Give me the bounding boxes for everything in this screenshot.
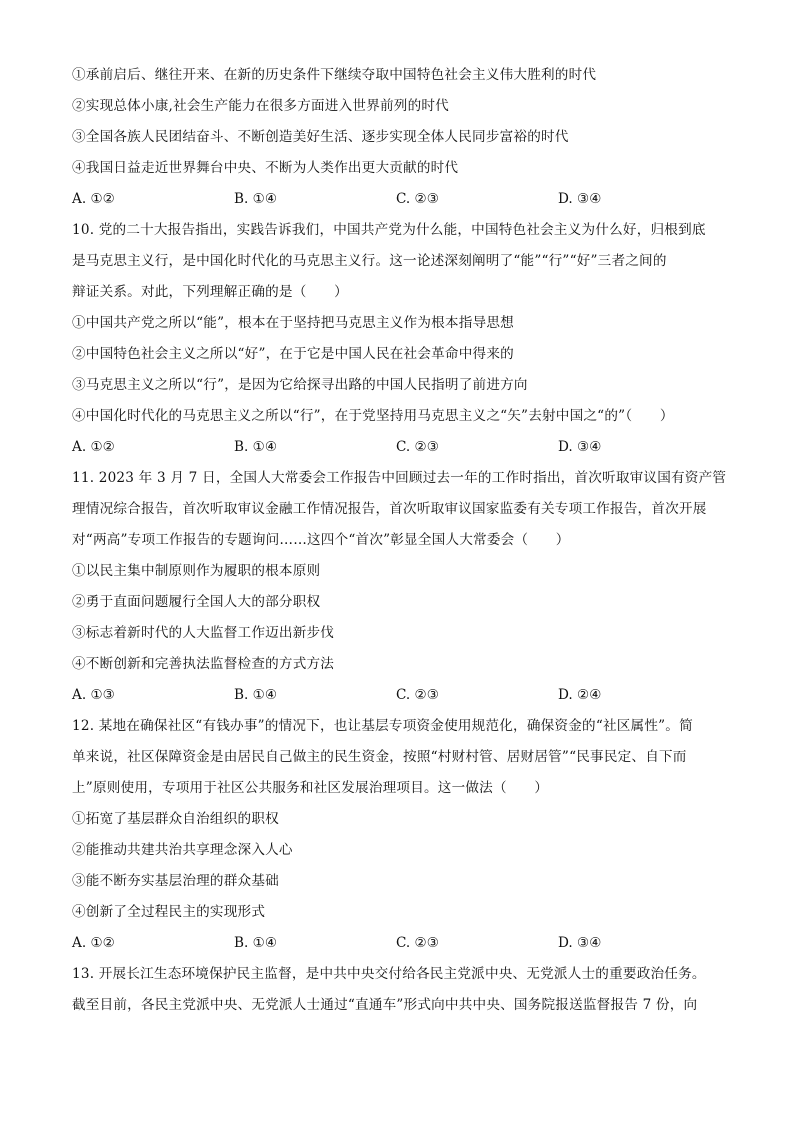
q12-options <box>72 928 732 959</box>
q10-option-a: A. ①② <box>72 439 115 455</box>
q10-item-1: ①中国共产党之所以“能”，根本在于坚持把马克思主义作为根本指导思想 <box>72 315 514 331</box>
q11-item-1: ①以民主集中制原则作为履职的根本原则 <box>72 563 321 579</box>
q13-stem-line-1: 13. 开展长江生态环境保护民主监督，是中共中央交付给各民主党派中央、无党派人士的重要政治任务。 <box>72 966 706 982</box>
q12-option-b: B. ①④ <box>234 935 278 951</box>
q11-option-b: B. ①④ <box>234 687 278 703</box>
q11-item-2: ②勇于直面问题履行全国人大的部分职权 <box>72 594 321 610</box>
q9-item-1: ①承前启后、继往开来、在新的历史条件下继续夺取中国特色社会主义伟大胜利的时代 <box>72 67 597 83</box>
q11-option-d: D. ②④ <box>558 687 602 703</box>
q10-item-2: ②中国特色社会主义之所以“好”，在于它是中国人民在社会革命中得来的 <box>72 346 514 362</box>
q10-option-b: B. ①④ <box>234 439 278 455</box>
q11-item-3: ③标志着新时代的人大监督工作迈出新步伐 <box>72 625 335 641</box>
q12-item-4: ④创新了全过程民主的实现形式 <box>72 904 266 920</box>
q11-item-4: ④不断创新和完善执法监督检查的方式方法 <box>72 656 335 672</box>
q11-stem-line-1: 11. 2023 年 3 月 7 日，全国人大常委会工作报告中回顾过去一年的工作时指出，首次听取审议国有资产管 <box>72 470 727 486</box>
question-11 <box>72 463 732 711</box>
q10-options <box>72 432 732 463</box>
q9-option-b: B. ①④ <box>234 191 278 207</box>
question-9-items <box>72 60 732 215</box>
q10-option-d: D. ③④ <box>558 439 602 455</box>
q11-option-a: A. ①③ <box>72 687 115 703</box>
q11-stem-line-3: 对“两高”专项工作报告的专题询问……这四个“首次”彰显全国人大常委会（ ） <box>72 532 570 548</box>
q10-option-c: C. ②③ <box>396 439 439 455</box>
q10-item-4: ④中国化时代化的马克思主义之所以“行”，在于党坚持用马克思主义之“矢”去射中国之“的”（ ） <box>72 408 674 424</box>
question-13 <box>72 959 732 1021</box>
q12-stem-line-1: 12. 某地在确保社区“有钱办事”的情况下，也让基层专项资金使用规范化，确保资金的“社区属性”。简 <box>72 718 693 734</box>
q10-stem-line-1: 10. 党的二十大报告指出，实践告诉我们，中国共产党为什么能，中国特色社会主义为什么好，归根到底 <box>72 222 706 238</box>
q12-item-1: ①拓宽了基层群众自治组织的职权 <box>72 811 279 827</box>
q12-stem-line-3: 上”原则使用，专项用于社区公共服务和社区发展治理项目。这一做法（ ） <box>72 780 549 796</box>
q12-stem-line-2: 单来说，社区保障资金是由居民自己做主的民生资金，按照“村财村管、居财居管”“民事民定、自下而 <box>72 749 687 765</box>
q9-item-3: ③全国各族人民团结奋斗、不断创造美好生活、逐步实现全体人民同步富裕的时代 <box>72 129 569 145</box>
q10-stem-line-2: 是马克思主义行，是中国化时代化的马克思主义行。这一论述深刻阐明了“能”“行”“好”三者之间的 <box>72 253 667 269</box>
q11-stem-line-2: 理情况综合报告，首次听取审议金融工作情况报告，首次听取审议国家监委有关专项工作报告，首次开展 <box>72 501 707 517</box>
exam-page <box>72 60 732 1021</box>
question-10 <box>72 215 732 463</box>
q9-option-a: A. ①② <box>72 191 115 207</box>
q12-option-c: C. ②③ <box>396 935 439 951</box>
q9-option-c: C. ②③ <box>396 191 439 207</box>
q12-option-a: A. ①② <box>72 935 115 951</box>
q12-item-2: ②能推动共建共治共享理念深入人心 <box>72 842 293 858</box>
question-12 <box>72 711 732 959</box>
q12-item-3: ③能不断夯实基层治理的群众基础 <box>72 873 279 889</box>
q9-options <box>72 184 732 215</box>
q9-item-2: ②实现总体小康,社会生产能力在很多方面进入世界前列的时代 <box>72 98 449 114</box>
q10-stem-line-3: 辩证关系。对此，下列理解正确的是（ ） <box>72 284 348 300</box>
q11-option-c: C. ②③ <box>396 687 439 703</box>
q9-item-4: ④我国日益走近世界舞台中央、不断为人类作出更大贡献的时代 <box>72 160 459 176</box>
q9-option-d: D. ③④ <box>558 191 602 207</box>
q11-options <box>72 680 732 711</box>
q13-stem-line-2: 截至目前，各民主党派中央、无党派人士通过“直通车”形式向中共中央、国务院报送监督报告 7 份，向 <box>72 997 698 1013</box>
q10-item-3: ③马克思主义之所以“行”，是因为它给探寻出路的中国人民指明了前进方向 <box>72 377 528 393</box>
q12-option-d: D. ③④ <box>558 935 602 951</box>
